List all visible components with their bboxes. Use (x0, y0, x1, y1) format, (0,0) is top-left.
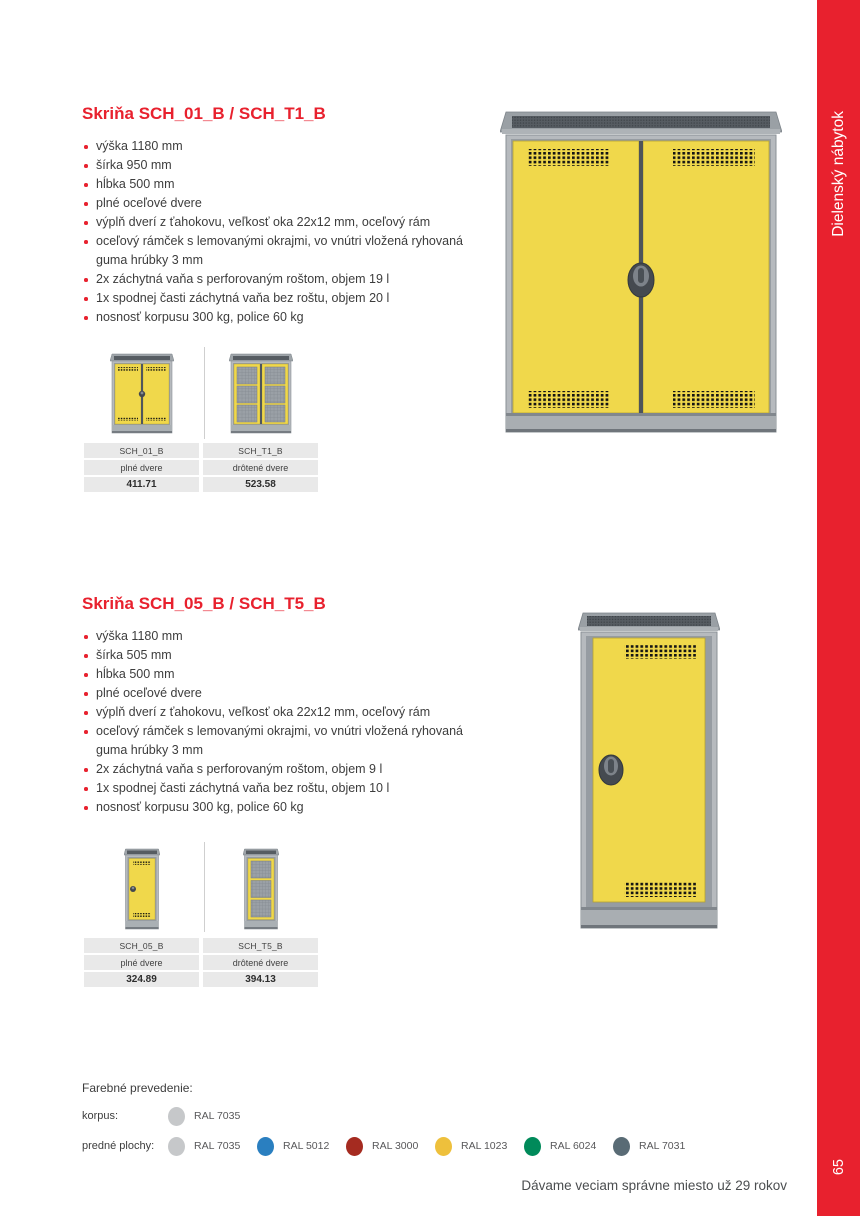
cabinet-thumb-sch-05-b (124, 848, 160, 934)
variant-price: 523.58 (203, 477, 318, 492)
variant-door-type: drôtené dvere (203, 955, 318, 970)
variant-thumbnails-sch05 (84, 842, 318, 936)
spec-item: 1x spodnej časti záchytná vaňa bez roštu, objem 20 l (82, 289, 486, 308)
color-swatch-group (257, 1137, 346, 1156)
color-swatch-group (524, 1137, 613, 1156)
variant-table-sch01 (84, 443, 318, 492)
color-swatch-name: RAL 7035 (194, 1140, 241, 1152)
color-swatch-name: RAL 5012 (283, 1140, 330, 1152)
spec-item: oceľový rámček s lemovanými okrajmi, vo vnútri vložená ryhovaná guma hrúbky 3 mm (82, 232, 486, 270)
thumb-cell (84, 842, 199, 936)
color-swatch (613, 1137, 630, 1156)
spec-item: výplň dverí z ťahokovu, veľkosť oka 22x12 mm, oceľový rám (82, 213, 486, 232)
spec-item: výška 1180 mm (82, 137, 486, 156)
legend-row-predne-plochy (82, 1135, 702, 1157)
spec-item: 1x spodnej časti záchytná vaňa bez roštu, objem 10 l (82, 779, 486, 798)
cabinet-illustration-sch-01-b (500, 108, 782, 436)
thumb-cell (84, 347, 199, 441)
category-label-box (817, 88, 860, 260)
color-swatch (524, 1137, 541, 1156)
cabinet-thumb-sch-01-b (110, 353, 174, 439)
variant-price: 394.13 (203, 972, 318, 987)
thumbnail-divider (204, 347, 205, 439)
spec-item: 2x záchytná vaňa s perforovaným roštom, objem 19 l (82, 270, 486, 289)
variant-thumbnails-sch01 (84, 347, 318, 441)
color-swatch (435, 1137, 452, 1156)
variant-door-type: plné dvere (84, 955, 199, 970)
cabinet-thumb-sch-t5-b (243, 848, 279, 934)
legend-row-label: predné plochy: (82, 1140, 155, 1152)
variant-model: SCH_01_B (84, 443, 199, 458)
variant-door-type: drôtené dvere (203, 460, 318, 475)
variant-price: 411.71 (84, 477, 199, 492)
spec-list-sch01 (82, 137, 486, 327)
color-swatch-group (346, 1137, 435, 1156)
variant-model: SCH_T1_B (203, 443, 318, 458)
color-swatch (257, 1137, 274, 1156)
variant-model: SCH_T5_B (203, 938, 318, 953)
thumb-cell (203, 347, 318, 441)
color-swatch-name: RAL 1023 (461, 1140, 508, 1152)
page-number-box (817, 1138, 860, 1196)
color-swatch-name: RAL 6024 (550, 1140, 597, 1152)
color-swatch (346, 1137, 363, 1156)
cabinet-thumb-sch-t1-b (229, 353, 293, 439)
spec-item: nosnosť korpusu 300 kg, police 60 kg (82, 798, 486, 817)
variant-table-sch05 (84, 938, 318, 987)
spec-item: 2x záchytná vaňa s perforovaným roštom, objem 9 l (82, 760, 486, 779)
color-swatch-group (435, 1137, 524, 1156)
color-swatch (168, 1107, 185, 1126)
product-title-sch01: Skriňa SCH_01_B / SCH_T1_B (82, 104, 326, 123)
legend-row-label: korpus: (82, 1110, 119, 1122)
spec-item: nosnosť korpusu 300 kg, police 60 kg (82, 308, 486, 327)
spec-item: plné oceľové dvere (82, 684, 486, 703)
color-swatch-group (168, 1137, 257, 1156)
color-swatch-name: RAL 7031 (639, 1140, 686, 1152)
thumb-cell (203, 842, 318, 936)
spec-list-sch05 (82, 627, 486, 817)
spec-item: šírka 950 mm (82, 156, 486, 175)
color-swatch (168, 1137, 185, 1156)
thumbnail-divider (204, 842, 205, 932)
legend-heading: Farebné prevedenie: (82, 1081, 193, 1095)
cabinet-illustration-sch-05-b (578, 610, 720, 932)
page-number: 65 (830, 1158, 847, 1176)
color-swatch-name: RAL 7035 (194, 1110, 241, 1122)
variant-door-type: plné dvere (84, 460, 199, 475)
footer-slogan: Dávame veciam správne miesto už 29 rokov (521, 1178, 787, 1193)
variant-model: SCH_05_B (84, 938, 199, 953)
spec-item: oceľový rámček s lemovanými okrajmi, vo vnútri vložená ryhovaná guma hrúbky 3 mm (82, 722, 486, 760)
variant-price: 324.89 (84, 972, 199, 987)
spec-item: šírka 505 mm (82, 646, 486, 665)
spec-item: plné oceľové dvere (82, 194, 486, 213)
legend-row-korpus (82, 1105, 257, 1127)
spec-item: hĺbka 500 mm (82, 665, 486, 684)
spec-item: výplň dverí z ťahokovu, veľkosť oka 22x12 mm, oceľový rám (82, 703, 486, 722)
category-label: Dielenský nábytok (829, 111, 847, 237)
spec-item: hĺbka 500 mm (82, 175, 486, 194)
color-swatch-group (168, 1107, 257, 1126)
color-swatch-group (613, 1137, 702, 1156)
spec-item: výška 1180 mm (82, 627, 486, 646)
product-title-sch05: Skriňa SCH_05_B / SCH_T5_B (82, 594, 326, 613)
color-swatch-name: RAL 3000 (372, 1140, 419, 1152)
